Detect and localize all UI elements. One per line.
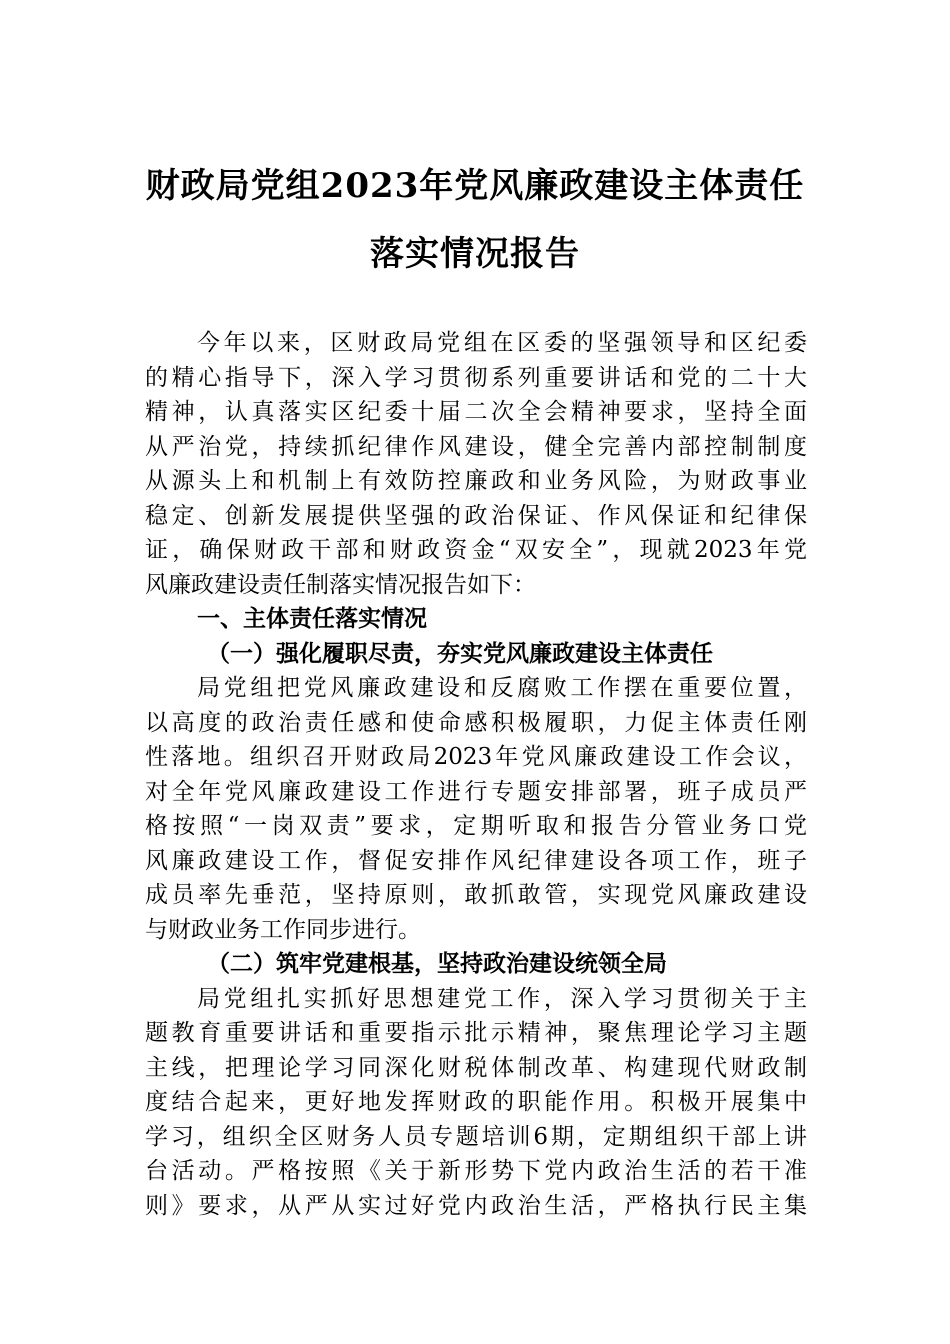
paragraph-line: 从源头上和机制上有效防控廉政和业务风险，为财政事业 <box>145 468 807 494</box>
paragraph-line: 题教育重要讲话和重要指示批示精神，聚焦理论学习主题 <box>145 1020 807 1046</box>
paragraph-line: 稳定、创新发展提供坚强的政治保证、作风保证和纪律保 <box>145 502 807 529</box>
subsection-heading: （二）筑牢党建根基，坚持政治建设统领全局 <box>207 950 667 977</box>
paragraph-line: 与财政业务工作同步进行。 <box>145 916 421 943</box>
section-heading: 一、主体责任落实情况 <box>197 606 427 632</box>
document-title-line-1: 财政局党组2023年党风廉政建设主体责任 <box>145 166 805 206</box>
paragraph-line: 风廉政建设工作，督促安排作风纪律建设各项工作，班子 <box>145 847 807 874</box>
paragraph-line: 局党组扎实抓好思想建党工作，深入学习贯彻关于主 <box>197 985 807 1012</box>
paragraph-line: 成员率先垂范，坚持原则，敢抓敢管，实现党风廉政建设 <box>145 882 807 908</box>
paragraph-line: 局党组把党风廉政建设和反腐败工作摆在重要位置， <box>197 675 807 701</box>
paragraph-line: 的精心指导下，深入学习贯彻系列重要讲话和党的二十大 <box>145 364 807 391</box>
paragraph-line: 以高度的政治责任感和使命感积极履职，力促主体责任刚 <box>145 709 807 736</box>
paragraph-line: 主线，把理论学习同深化财税体制改革、构建现代财政制 <box>145 1054 807 1081</box>
paragraph-line: 证，确保财政干部和财政资金“双安全”，现就2023年党 <box>145 537 807 563</box>
subsection-heading: （一）强化履职尽责，夯实党风廉政建设主体责任 <box>207 639 713 667</box>
paragraph-line: 台活动。严格按照《关于新形势下党内政治生活的若干准 <box>145 1158 807 1184</box>
paragraph-line: 学习，组织全区财务人员专题培训6期，定期组织干部上讲 <box>145 1123 807 1150</box>
paragraph-line: 性落地。组织召开财政局2023年党风廉政建设工作会议， <box>145 744 807 770</box>
paragraph-line: 则》要求，从严从实过好党内政治生活，严格执行民主集 <box>145 1192 807 1219</box>
paragraph-line: 风廉政建设责任制落实情况报告如下： <box>145 571 536 598</box>
paragraph-line: 格按照“一岗双责”要求，定期听取和报告分管业务口党 <box>145 813 807 839</box>
paragraph-line: 精神，认真落实区纪委十届二次全会精神要求，坚持全面 <box>145 399 807 425</box>
paragraph-line: 从严治党，持续抓纪律作风建设，健全完善内部控制制度 <box>145 433 807 460</box>
document-title-line-2: 落实情况报告 <box>370 234 580 274</box>
paragraph-line: 对全年党风廉政建设工作进行专题安排部署，班子成员严 <box>145 778 807 805</box>
document-body <box>145 326 807 1223</box>
paragraph-line: 今年以来，区财政局党组在区委的坚强领导和区纪委 <box>197 330 807 356</box>
paragraph-line: 度结合起来，更好地发挥财政的职能作用。积极开展集中 <box>145 1089 807 1115</box>
